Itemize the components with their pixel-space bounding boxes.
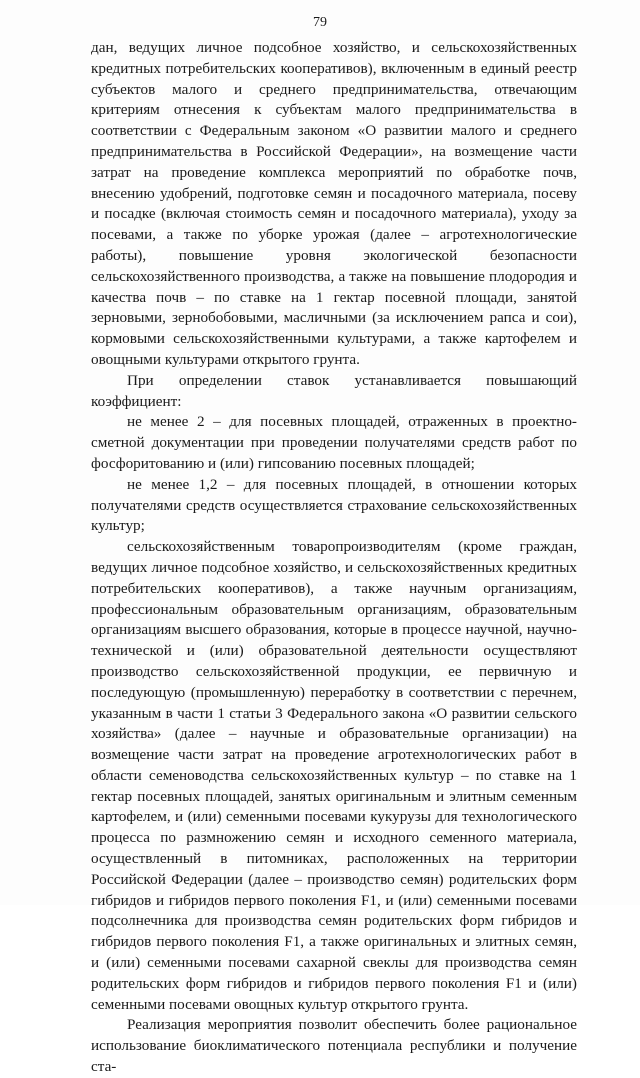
paragraph-continuation: дан, ведущих личное подсобное хозяйство, и сельскохозяйственных кредитных потребительских кооперативов), включенным в единый реестр субъектов малого и среднего предпринимательства, отвечающим критериям отнесения к субъектам малого предпринимательства в соответствии с Федеральным законом «О развитии малого и среднего предпринимательства в Российской Федерации», на возмещение части затрат на проведение комплекса мероприятий по обработке почв, внесению удобрений, подготовке семян и посадочного материала, посеву и посадке (включая стоимость семян и посадочного материала), уходу за посевами, а также по уборке урожая (далее – агротехнологические работы), повышение уровня экологической безопасности сельскохозяйственного производства, а также на повышение плодородия и качества почв – по ставке на 1 гектар посевной площади, занятой зерновыми, зернобобовыми, масличными (за исключением рапса и сои), кормовыми сельскохозяйственными культурами, а также картофелем и овощными культурами открытого грунта.	[91, 39, 577, 368]
paragraph-coefficient-2: не менее 2 – для посевных площадей, отраженных в проектно-сметной документации при проведении получателями средств работ по фосфоритованию и (или) гипсованию посевных площадей;	[91, 413, 577, 472]
paragraph-coefficient-1-2: не менее 1,2 – для посевных площадей, в отношении которых получателями средств осуществляется страхование сельскохозяйственных культур;	[91, 475, 577, 535]
paragraph-seed-production: сельскохозяйственным товаропроизводителям (кроме граждан, ведущих личное подсобное хозяйство, и сельскохозяйственных кредитных потребительских кооперативов), а также научным организациям, профессиональным образовательным организациям, образовательным организациям высшего образования, которые в процессе научной, научно-технической и (или) образовательной деятельности осуществляют производство сельскохозяйственной продукции, ее первичную и последующую (промышленную) переработку в соответствии с перечнем, указанным в части 1 статьи 3 Федерального закона «О развитии сельского хозяйства» (далее – научные и образовательные организации) на возмещение части затрат на проведение агротехнологических работ в области семеноводства сельскохозяйственных культур – по ставке на 1 гектар посевных площадей, занятых оригинальным и элитным семенным картофелем, и (или) семенными посевами кукурузы для технологического процесса по размножению семян и исходного семенного материала, осуществленный в питомниках, расположенных на территории Российской Федерации (далее – производство семян) родительских форм гибридов и гибридов первого поколения F1, и (или) семенными посевами подсолнечника для производства семян родительских форм гибридов и гибридов первого поколения F1, а также оригинальных и элитных семян, и (или) семенными посевами сахарной свеклы для производства семян родительских форм гибридов и гибридов первого поколения F1 и (или) семенными посевами овощных культур открытого грунта.	[91, 538, 577, 1013]
page-number: 79	[313, 15, 327, 30]
body-text	[91, 38, 577, 1078]
paragraph-coefficient-intro: При определении ставок устанавливается повышающий коэффициент:	[91, 371, 577, 410]
paragraph-implementation: Реализация мероприятия позволит обеспечить более рациональное использование биоклиматического потенциала республики и получение ста-	[91, 1016, 577, 1076]
